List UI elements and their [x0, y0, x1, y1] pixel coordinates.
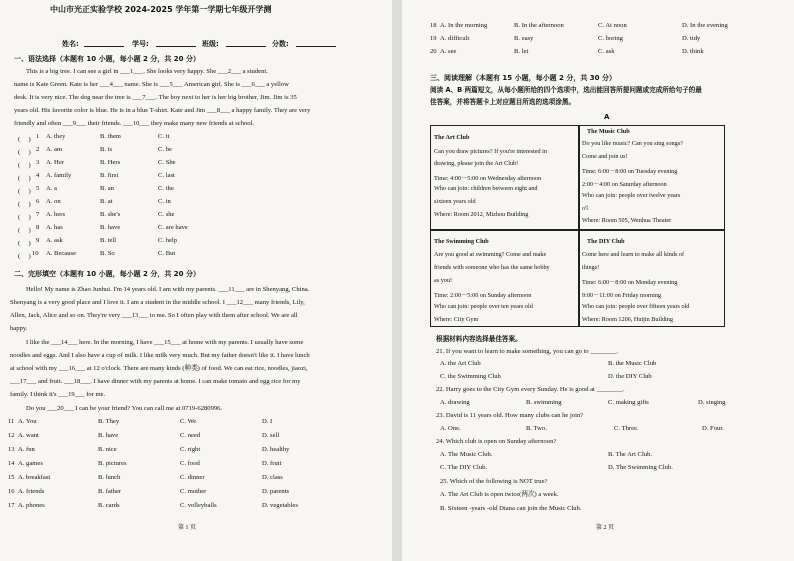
option-b[interactable]: B. have [98, 432, 119, 439]
option-a[interactable]: A. see [440, 48, 457, 55]
reading-instructions: 根据材料内容选择最佳答案。 [436, 335, 522, 343]
option-b[interactable]: B. them [100, 133, 121, 140]
option-c[interactable]: C. help [158, 237, 178, 244]
option-d[interactable]: D. healthy [262, 446, 290, 453]
question-stem: 24. Which club is open on Sunday afternoon? [436, 438, 557, 445]
exam-page-1 [0, 0, 392, 561]
club-line: Are you good at swimming? Come and make [434, 251, 547, 258]
option-d[interactable]: D. sell [262, 432, 280, 439]
option-b[interactable]: B. Sixteen -years -old Diana can join the Music Club. [440, 505, 582, 512]
question-stem: 21. If you want to learn to make something, you can go to ________. [436, 348, 619, 355]
option-c[interactable]: C. The DIY Club. [440, 464, 488, 471]
option-a[interactable]: A. The Music Club. [440, 451, 493, 458]
option-b[interactable]: B. an [100, 185, 114, 192]
club-line: Who can join: children between eight and [434, 185, 538, 192]
option-d[interactable]: D. Four. [702, 425, 724, 432]
option-c[interactable]: C. volleyballs [180, 502, 217, 509]
club-line: Where: City Gym [434, 316, 479, 323]
option-a[interactable]: A. a [46, 185, 57, 192]
option-d[interactable]: D. The Swimming Club. [608, 464, 673, 471]
club-line: Who can join: people over fifteen years old [582, 303, 690, 310]
option-d[interactable]: D. I [262, 418, 273, 425]
club-title: The Art Club [434, 134, 470, 141]
club-line: sixteen years old [434, 198, 476, 205]
option-a[interactable]: A. am [46, 146, 63, 153]
option-c[interactable]: C. She [158, 159, 176, 166]
option-b[interactable]: B. nice [98, 446, 117, 453]
option-b[interactable]: B. tell [100, 237, 117, 244]
answer-bracket[interactable]: ( ) [18, 253, 31, 260]
passage-line: Hello! My name is Zhao Junhui. I'm 14 years old. I am with my parents. ___11___ are in Shenyang, China. [26, 286, 310, 293]
question-number: 16 [8, 488, 15, 495]
club-line: Where: Room 505, Wenhua Theater [582, 217, 672, 224]
club-line: as you! [434, 277, 453, 284]
club-line: Come here and learn to make all kinds of [582, 251, 685, 258]
question-number: 17 [8, 502, 15, 509]
option-c[interactable]: C. the [158, 185, 174, 192]
club-line: Where: Room 1206, Huijin Building [582, 316, 673, 323]
option-a[interactable]: A. Her [46, 159, 64, 166]
option-a[interactable]: A. breakfast [18, 474, 51, 481]
cloze-question [0, 488, 392, 497]
option-a[interactable]: A. fun [18, 446, 35, 453]
option-d[interactable]: D. singing [698, 399, 726, 406]
cloze-question [0, 460, 392, 469]
answer-bracket[interactable]: ( ) [18, 201, 31, 208]
option-c[interactable]: C. boring [598, 35, 623, 42]
passage-line: I like the ___14___ here. In the morning, I have ___15___ at home with my parents. I usually have some [26, 339, 304, 346]
question-number: 19 [430, 35, 437, 42]
question-number: 11 [8, 418, 15, 425]
option-a[interactable]: A. hers [46, 211, 66, 218]
question-number: 15 [8, 474, 15, 481]
option-d[interactable]: D. class [262, 474, 283, 481]
music-club-cell [578, 125, 725, 231]
option-b[interactable]: B. The Art Club. [608, 451, 653, 458]
option-b[interactable]: B. easy [514, 35, 534, 42]
option-c[interactable]: C. it [158, 133, 170, 140]
option-b[interactable]: B. lunch [98, 474, 121, 481]
cloze-question [0, 474, 392, 483]
grammar-question [0, 146, 392, 155]
score-field-label: 分数: [272, 40, 289, 48]
cloze-question [0, 446, 392, 455]
club-line: Time: 4:00－5:00 on Wednesday afternoon [434, 175, 542, 182]
option-b[interactable]: B. first [100, 172, 119, 179]
question-number: 20 [430, 48, 437, 55]
club-line: Do you like music? Can you sing songs? [582, 140, 683, 147]
option-c[interactable]: C. be [158, 146, 172, 153]
club-line: friends with someone who has the same hobby [434, 264, 550, 271]
club-line: things! [582, 264, 600, 271]
cloze-question [0, 418, 392, 427]
answer-bracket[interactable]: ( ) [18, 149, 31, 156]
option-c[interactable]: C. last [158, 172, 175, 179]
passage-line: friendly and often ___9___ their friends. ___10___ they make many new friends at school. [14, 120, 255, 127]
option-b[interactable]: B. let [514, 48, 529, 55]
answer-bracket[interactable]: ( ) [18, 162, 31, 169]
question-number: 3 [36, 159, 40, 166]
option-b[interactable]: B. So [100, 250, 115, 257]
question-number: 10 [32, 250, 39, 257]
option-b[interactable]: B. is [100, 146, 113, 153]
club-line: Time: 2:00－5:00 on Sunday afternoon [434, 292, 532, 299]
question-stem: 22. Harry goes to the City Gym every Sunday. He is good at ________. [436, 386, 625, 393]
option-b[interactable]: B. the Music Club [608, 360, 657, 367]
option-a[interactable]: A. drawing [440, 399, 470, 406]
answer-bracket[interactable]: ( ) [18, 227, 31, 234]
option-c[interactable]: C. mother [180, 488, 207, 495]
option-a[interactable]: A. the Art Club [440, 360, 481, 367]
option-a[interactable]: A. One. [440, 425, 461, 432]
page-number: 第 1 页 [178, 525, 197, 531]
grammar-question [0, 211, 392, 220]
passage-line: happy. [10, 325, 28, 332]
option-c[interactable]: C. she [158, 211, 175, 218]
passage-line: at school with my ___16___ at 12 o'clock. There are many kinds (种类) of food. We can eat rice, noodles, jiaozi, [10, 365, 308, 372]
passage-line: desk. It is very nice. The dog near the tree is ___7___. The boy next to her is her big brother, Jim. Jim is 35 [14, 94, 297, 101]
passage-line: ___17___ and fruit. ___18___. I have dinner with my parents at home. I can make tomato and egg rice for my [10, 378, 301, 385]
club-line: Time: 6:00－8:00 on Monday evening [582, 279, 678, 286]
cloze-question [0, 502, 392, 511]
option-c[interactable]: C. right [180, 446, 201, 453]
option-c[interactable]: C. But [158, 250, 176, 257]
option-a[interactable]: A. on [46, 198, 61, 205]
option-a[interactable]: A. In the morning [440, 22, 488, 29]
club-line: drawing, please join the Art Club! [434, 160, 519, 167]
option-c[interactable]: C. dinner [180, 474, 205, 481]
section3-heading: 三、阅读理解（本题有 15 小题，每小题 2 分，共 30 分） [430, 74, 616, 82]
score-field-line[interactable] [296, 46, 336, 47]
club-line: Time: 6:00－8:00 on Tuesday evening [582, 168, 678, 175]
passage-line: noodles and eggs. And I also have a cup of milk. I like milk very much. But my father doesn't like it. I have lunch [10, 352, 310, 359]
option-c[interactable]: C. making gifts [608, 399, 649, 406]
option-c[interactable]: C. At noon [598, 22, 627, 29]
question-number: 1 [36, 133, 40, 140]
section3-instructions: 阅读 A、B 两篇短文，从每小题所给的四个选项中，选出能回答所提问题或完成所给句子的最 [430, 86, 702, 94]
option-d[interactable]: D. think [682, 48, 704, 55]
question-number: 12 [8, 432, 15, 439]
passage-line: This is a big tree. I can see a girl in ___1___. She looks very happy. She ___2___ a student. [26, 68, 268, 75]
question-number: 8 [36, 224, 40, 231]
cloze-question [402, 35, 794, 44]
grammar-question [0, 133, 392, 142]
passage-line: family. I think it's ___19___ for me. [10, 391, 106, 398]
option-a[interactable]: A. difficult [440, 35, 470, 42]
page-number: 第 2 页 [596, 525, 615, 531]
option-a[interactable]: A. family [46, 172, 72, 179]
passage-line: Allen, Jack, Alice and so on. They're very ___13___ to me. So I often play with them after school. We are all [10, 312, 298, 319]
option-d[interactable]: D. parents [262, 488, 290, 495]
cloze-question [402, 48, 794, 57]
club-line: o'l [582, 205, 588, 212]
art-club-cell [430, 125, 580, 231]
question-number: 18 [430, 22, 437, 29]
id-field-label: 学号: [132, 40, 149, 48]
section2-heading: 二、完形填空（本题有 10 小题，每小题 2 分，共 20 分） [14, 270, 200, 278]
option-a[interactable]: A. You [18, 418, 37, 425]
question-number: 9 [36, 237, 40, 244]
club-line: Where: Room 2012, Mizhou Building [434, 211, 529, 218]
option-a[interactable]: A. games [18, 460, 43, 467]
option-b[interactable]: B. pictures [98, 460, 127, 467]
option-b[interactable]: B. have [100, 224, 121, 231]
option-c[interactable]: C. We [180, 418, 197, 425]
answer-bracket[interactable]: ( ) [18, 136, 31, 143]
option-d[interactable]: D. In the evening [682, 22, 728, 29]
option-a[interactable]: A. they [46, 133, 66, 140]
question-number: 2 [36, 146, 40, 153]
diy-club-cell [578, 229, 725, 327]
option-a[interactable]: A. friends [18, 488, 45, 495]
option-d[interactable]: D. tidy [682, 35, 701, 42]
option-c[interactable]: C. Three. [614, 425, 639, 432]
grammar-question [0, 198, 392, 207]
question-number: 4 [36, 172, 40, 179]
option-a[interactable]: A. ask [46, 237, 63, 244]
option-b[interactable]: B. she's [100, 211, 121, 218]
question-number: 13 [8, 446, 15, 453]
option-b[interactable]: B. at [100, 198, 113, 205]
grammar-question [0, 172, 392, 181]
question-stem: 23. David is 11 years old. How many clubs can he join? [436, 412, 584, 419]
option-c[interactable]: C. are have [158, 224, 188, 231]
grammar-question [0, 224, 392, 233]
option-b[interactable]: B. In the afternoon [514, 22, 564, 29]
question-stem: 25. Which of the following is NOT true? [440, 478, 548, 485]
option-b[interactable]: B. Hers [100, 159, 121, 166]
question-number: 5 [36, 185, 40, 192]
passage-label: A [604, 113, 610, 121]
grammar-question [0, 250, 392, 259]
name-field-label: 姓名: [62, 40, 79, 48]
option-a[interactable]: A. The Art Club is open twice(两次) a week. [440, 491, 559, 498]
option-b[interactable]: B. swimming [526, 399, 562, 406]
option-a[interactable]: A. Because [46, 250, 77, 257]
passage-line: Shenyang is a very good place and I love it. I am a student in the middle school. I ___12___ many friends, Lily, [10, 299, 305, 306]
grammar-question [0, 159, 392, 168]
answer-bracket[interactable]: ( ) [18, 240, 31, 247]
id-field-line[interactable] [156, 46, 196, 47]
option-c[interactable]: C. ask [598, 48, 615, 55]
page-title: 中山市光正实验学校 2024-2025 学年第一学期七年级开学测 [50, 5, 272, 14]
option-c[interactable]: C. food [180, 460, 200, 467]
answer-bracket[interactable]: ( ) [18, 214, 31, 221]
club-title: The DIY Club [587, 238, 625, 245]
option-a[interactable]: A. has [46, 224, 63, 231]
club-title: The Music Club [587, 128, 630, 135]
passage-line: name is Kate Green. Kate is her ___4___ name. She is ___5___ American girl. She is ___6___ a yellow [14, 81, 289, 88]
passage-line: Do you ___20___ I can be your friend? You can call me at 0719-6280996. [26, 405, 223, 412]
option-a[interactable]: A. want [18, 432, 39, 439]
answer-bracket[interactable]: ( ) [18, 188, 31, 195]
option-b[interactable]: B. cards [98, 502, 120, 509]
option-c[interactable]: C. need [180, 432, 201, 439]
option-b[interactable]: B. Two. [526, 425, 547, 432]
question-number: 6 [36, 198, 40, 205]
section3-instructions: 佳答案，并将答题卡上对应题目所选的选项涂黑。 [430, 98, 576, 106]
option-d[interactable]: D. fruit [262, 460, 282, 467]
question-number: 14 [8, 460, 15, 467]
club-title: The Swimming Club [434, 238, 489, 245]
name-field-line[interactable] [84, 46, 124, 47]
cloze-question [0, 432, 392, 441]
club-line: Come and join us! [582, 153, 628, 160]
option-c[interactable]: C. the Swimming Club [440, 373, 501, 380]
class-field-label: 班级: [202, 40, 219, 48]
question-number: 7 [36, 211, 40, 218]
grammar-question [0, 185, 392, 194]
option-d[interactable]: D. vegetables [262, 502, 298, 509]
option-b[interactable]: B. father [98, 488, 122, 495]
option-c[interactable]: C. in [158, 198, 171, 205]
option-b[interactable]: B. They [98, 418, 120, 425]
class-field-line[interactable] [226, 46, 266, 47]
swimming-club-cell [430, 229, 580, 327]
option-d[interactable]: D. the DIY Club [608, 373, 652, 380]
club-line: 2:00－4:00 on Saturday afternoon [582, 181, 667, 188]
cloze-question [402, 22, 794, 31]
option-a[interactable]: A. phones [18, 502, 45, 509]
club-line: Can you draw pictures? If you're interested in [434, 148, 547, 155]
section1-heading: 一、语法选择（本题有 10 小题，每小题 2 分，共 20 分） [14, 55, 200, 63]
club-line: Who can join: people over ten years old [434, 303, 533, 310]
grammar-question [0, 237, 392, 246]
answer-bracket[interactable]: ( ) [18, 175, 31, 182]
club-line: Who can join: people over twelve years [582, 192, 681, 199]
club-line: 9:00－11:00 on Friday morning [582, 292, 662, 299]
passage-line: years old. His favorite color is blue. He is in a blue T-shirt. Kate and Jim ___8___ a happy family. They are very [14, 107, 311, 114]
